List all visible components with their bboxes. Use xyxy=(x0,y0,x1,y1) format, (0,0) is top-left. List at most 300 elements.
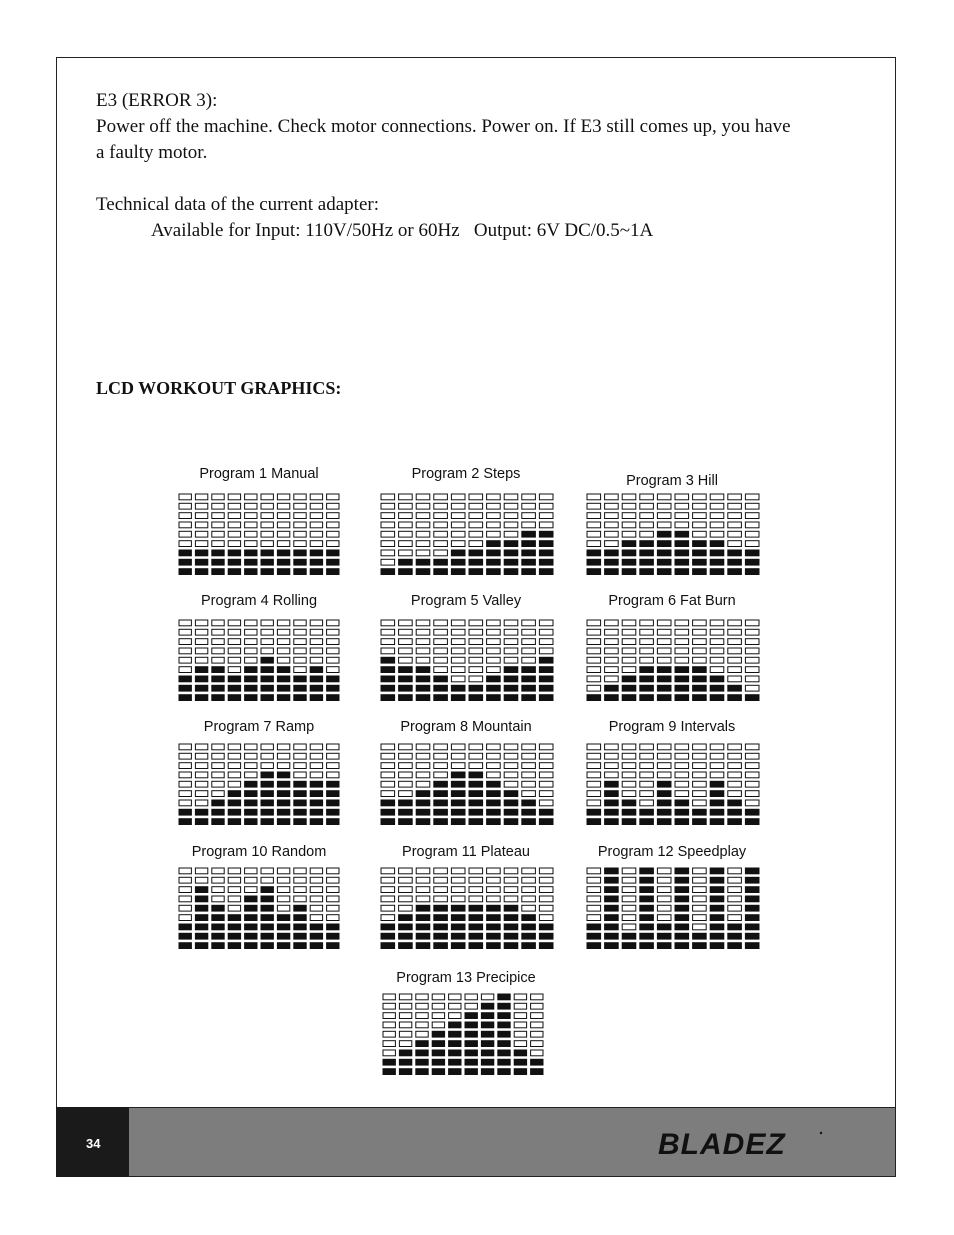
lcd-segment-on xyxy=(294,685,306,691)
lcd-segment-off xyxy=(728,905,742,911)
lcd-segment-off xyxy=(451,676,465,682)
lcd-segment-on xyxy=(277,772,289,778)
lcd-segment-off xyxy=(728,531,742,537)
lcd-segment-on xyxy=(745,559,759,565)
lcd-segment-off xyxy=(294,541,306,547)
lcd-segment-on xyxy=(675,887,689,893)
lcd-segment-on xyxy=(675,559,689,565)
lcd-segment-on xyxy=(710,800,724,806)
lcd-segment-on xyxy=(539,819,553,825)
lcd-segment-on xyxy=(728,943,742,949)
lcd-segment-on xyxy=(434,685,448,691)
lcd-segment-off xyxy=(381,772,395,778)
lcd-segment-on xyxy=(212,933,224,939)
lcd-segment-off xyxy=(399,1022,411,1028)
lcd-segment-off xyxy=(451,657,465,663)
lcd-segment-on xyxy=(465,1069,477,1075)
lcd-segment-off xyxy=(657,503,671,509)
lcd-segment-off xyxy=(195,541,207,547)
lcd-segment-on xyxy=(587,559,601,565)
lcd-segment-on xyxy=(539,657,553,663)
lcd-segment-on xyxy=(522,924,536,930)
lcd-segment-on xyxy=(327,559,339,565)
lcd-segment-on xyxy=(465,1031,477,1037)
lcd-segment-off xyxy=(539,522,553,528)
lcd-segment-on xyxy=(622,550,636,556)
lcd-segment-on xyxy=(657,933,671,939)
lcd-segment-off xyxy=(465,994,477,1000)
lcd-segment-on xyxy=(498,1050,510,1056)
lcd-segment-off xyxy=(745,791,759,797)
lcd-segment-on xyxy=(728,550,742,556)
lcd-segment-on xyxy=(294,915,306,921)
lcd-segment-on xyxy=(605,896,619,902)
lcd-segment-off xyxy=(383,1003,395,1009)
lcd-segment-on xyxy=(416,819,430,825)
lcd-segment-off xyxy=(622,877,636,883)
lcd-segment-on xyxy=(381,676,395,682)
lcd-segment-off xyxy=(504,868,518,874)
lcd-segment-on xyxy=(657,791,671,797)
program-4-lcd-grid xyxy=(178,619,342,703)
lcd-segment-on xyxy=(212,809,224,815)
lcd-segment-on xyxy=(310,685,322,691)
lcd-segment-off xyxy=(327,877,339,883)
lcd-segment-off xyxy=(675,503,689,509)
lcd-segment-on xyxy=(539,933,553,939)
lcd-segment-on xyxy=(228,943,240,949)
lcd-segment-on xyxy=(504,559,518,565)
lcd-segment-on xyxy=(294,819,306,825)
lcd-segment-on xyxy=(416,933,430,939)
lcd-segment-off xyxy=(228,744,240,750)
lcd-segment-on xyxy=(487,791,501,797)
lcd-segment-off xyxy=(675,629,689,635)
lcd-segment-on xyxy=(416,676,430,682)
lcd-segment-on xyxy=(504,943,518,949)
lcd-segment-off xyxy=(310,763,322,769)
lcd-segment-off xyxy=(416,877,430,883)
lcd-segment-off xyxy=(728,667,742,673)
lcd-segment-on xyxy=(228,685,240,691)
lcd-segment-on xyxy=(451,905,465,911)
lcd-segment-on xyxy=(434,809,448,815)
lcd-segment-on xyxy=(640,550,654,556)
lcd-segment-on xyxy=(228,819,240,825)
lcd-segment-off xyxy=(212,791,224,797)
lcd-segment-on xyxy=(640,819,654,825)
lcd-segment-off xyxy=(693,744,707,750)
lcd-segment-on xyxy=(434,569,448,575)
lcd-segment-off xyxy=(745,685,759,691)
lcd-segment-on xyxy=(228,559,240,565)
lcd-segment-on xyxy=(675,905,689,911)
lcd-segment-on xyxy=(675,896,689,902)
lcd-segment-off xyxy=(640,781,654,787)
lcd-segment-on xyxy=(434,676,448,682)
lcd-segment-on xyxy=(539,943,553,949)
lcd-segment-off xyxy=(179,763,191,769)
lcd-segment-on xyxy=(451,924,465,930)
lcd-segment-off xyxy=(469,494,483,500)
lcd-segment-on xyxy=(195,933,207,939)
lcd-segment-off xyxy=(277,503,289,509)
lcd-segment-on xyxy=(294,569,306,575)
lcd-segment-off xyxy=(451,753,465,759)
lcd-segment-on xyxy=(399,1050,411,1056)
lcd-segment-off xyxy=(539,887,553,893)
lcd-segment-on xyxy=(469,791,483,797)
lcd-segment-off xyxy=(195,657,207,663)
lcd-segment-off xyxy=(310,896,322,902)
lcd-segment-on xyxy=(693,809,707,815)
lcd-segment-off xyxy=(416,1003,428,1009)
lcd-segment-off xyxy=(261,648,273,654)
lcd-segment-off xyxy=(605,772,619,778)
lcd-segment-on xyxy=(675,915,689,921)
lcd-segment-off xyxy=(504,877,518,883)
lcd-segment-on xyxy=(539,695,553,701)
lcd-segment-off xyxy=(416,744,430,750)
lcd-segment-off xyxy=(294,513,306,519)
lcd-segment-off xyxy=(469,503,483,509)
lcd-segment-off xyxy=(327,639,339,645)
lcd-segment-off xyxy=(277,513,289,519)
lcd-segment-off xyxy=(434,896,448,902)
lcd-segment-on xyxy=(383,1059,395,1065)
lcd-segment-on xyxy=(277,809,289,815)
lcd-segment-on xyxy=(451,772,465,778)
lcd-segment-on xyxy=(587,569,601,575)
lcd-segment-on xyxy=(399,559,413,565)
lcd-segment-on xyxy=(605,877,619,883)
lcd-segment-on xyxy=(504,791,518,797)
lcd-segment-on xyxy=(451,800,465,806)
lcd-segment-off xyxy=(399,503,413,509)
lcd-segment-off xyxy=(710,620,724,626)
lcd-segment-off xyxy=(277,877,289,883)
lcd-segment-on xyxy=(399,1059,411,1065)
lcd-segment-off xyxy=(399,887,413,893)
lcd-segment-off xyxy=(245,494,257,500)
lcd-segment-off xyxy=(487,629,501,635)
lcd-segment-off xyxy=(693,513,707,519)
lcd-segment-off xyxy=(416,629,430,635)
lcd-segment-off xyxy=(399,550,413,556)
lcd-segment-off xyxy=(605,503,619,509)
lcd-segment-on xyxy=(504,569,518,575)
lcd-segment-on xyxy=(261,559,273,565)
lcd-segment-off xyxy=(383,1041,395,1047)
lcd-segment-off xyxy=(745,781,759,787)
lcd-segment-on xyxy=(416,809,430,815)
lcd-segment-off xyxy=(179,513,191,519)
lcd-segment-on xyxy=(245,550,257,556)
lcd-segment-on xyxy=(228,569,240,575)
lcd-segment-off xyxy=(451,763,465,769)
lcd-segment-on xyxy=(277,676,289,682)
lcd-segment-on xyxy=(399,685,413,691)
lcd-segment-off xyxy=(675,744,689,750)
lcd-segment-off xyxy=(416,772,430,778)
lcd-segment-off xyxy=(640,657,654,663)
lcd-segment-off xyxy=(432,994,444,1000)
lcd-segment-off xyxy=(179,887,191,893)
lcd-segment-off xyxy=(622,639,636,645)
lcd-segment-off xyxy=(469,744,483,750)
lcd-segment-on xyxy=(605,569,619,575)
lcd-segment-off xyxy=(245,877,257,883)
lcd-segment-on xyxy=(228,791,240,797)
lcd-segment-off xyxy=(539,620,553,626)
lcd-segment-on xyxy=(195,667,207,673)
lcd-segment-on xyxy=(531,1069,543,1075)
lcd-segment-on xyxy=(693,550,707,556)
lcd-segment-off xyxy=(416,657,430,663)
lcd-segment-on xyxy=(465,1059,477,1065)
lcd-segment-off xyxy=(728,915,742,921)
lcd-segment-off xyxy=(481,994,493,1000)
lcd-segment-on xyxy=(195,905,207,911)
lcd-segment-on xyxy=(487,924,501,930)
lcd-segment-on xyxy=(277,559,289,565)
lcd-segment-on xyxy=(327,695,339,701)
lcd-segment-off xyxy=(294,620,306,626)
lcd-segment-on xyxy=(498,994,510,1000)
lcd-segment-off xyxy=(622,648,636,654)
lcd-segment-on xyxy=(675,800,689,806)
program-title: Program 2 Steps xyxy=(411,466,521,482)
lcd-segment-off xyxy=(487,753,501,759)
lcd-segment-off xyxy=(539,781,553,787)
lcd-segment-on xyxy=(728,695,742,701)
error-body-line-1: Power off the machine. Check motor connections. Power on. If E3 still comes up, you have xyxy=(96,116,791,137)
lcd-segment-off xyxy=(504,513,518,519)
lcd-segment-on xyxy=(179,569,191,575)
lcd-segment-off xyxy=(487,772,501,778)
lcd-segment-on xyxy=(261,695,273,701)
lcd-segment-on xyxy=(675,868,689,874)
lcd-segment-off xyxy=(728,522,742,528)
lcd-segment-off xyxy=(212,513,224,519)
lcd-segment-on xyxy=(522,550,536,556)
lcd-segment-off xyxy=(657,648,671,654)
lcd-segment-off xyxy=(399,531,413,537)
lcd-segment-on xyxy=(514,1069,526,1075)
lcd-segment-off xyxy=(469,753,483,759)
lcd-segment-off xyxy=(640,772,654,778)
lcd-segment-on xyxy=(294,809,306,815)
lcd-segment-off xyxy=(310,905,322,911)
lcd-segment-on xyxy=(487,685,501,691)
lcd-segment-off xyxy=(622,753,636,759)
lcd-segment-off xyxy=(728,763,742,769)
lcd-segment-on xyxy=(416,695,430,701)
lcd-segment-off xyxy=(179,503,191,509)
lcd-segment-on xyxy=(675,569,689,575)
lcd-segment-on xyxy=(640,676,654,682)
lcd-segment-off xyxy=(522,513,536,519)
lcd-segment-on xyxy=(640,685,654,691)
lcd-segment-on xyxy=(261,676,273,682)
lcd-segment-off xyxy=(710,657,724,663)
lcd-segment-on xyxy=(277,800,289,806)
lcd-segment-off xyxy=(399,905,413,911)
lcd-segment-on xyxy=(245,933,257,939)
lcd-segment-on xyxy=(434,905,448,911)
lcd-segment-on xyxy=(514,1050,526,1056)
lcd-segment-off xyxy=(504,753,518,759)
lcd-segment-off xyxy=(622,503,636,509)
lcd-segment-on xyxy=(434,915,448,921)
lcd-segment-on xyxy=(327,791,339,797)
lcd-segment-on xyxy=(310,800,322,806)
lcd-segment-off xyxy=(179,877,191,883)
lcd-segment-on xyxy=(622,943,636,949)
lcd-segment-off xyxy=(294,753,306,759)
program-title: Program 10 Random xyxy=(191,844,327,860)
lcd-segment-off xyxy=(487,494,501,500)
lcd-segment-off xyxy=(399,513,413,519)
lcd-segment-off xyxy=(605,513,619,519)
lcd-segment-on xyxy=(675,809,689,815)
lcd-segment-off xyxy=(245,657,257,663)
lcd-segment-off xyxy=(416,781,430,787)
lcd-segment-off xyxy=(693,877,707,883)
lcd-segment-off xyxy=(504,657,518,663)
lcd-segment-off xyxy=(504,531,518,537)
lcd-segment-off xyxy=(675,772,689,778)
lcd-segment-off xyxy=(212,772,224,778)
lcd-segment-on xyxy=(261,924,273,930)
lcd-segment-off xyxy=(381,896,395,902)
lcd-segment-on xyxy=(657,541,671,547)
lcd-segment-on xyxy=(481,1059,493,1065)
lcd-segment-off xyxy=(657,494,671,500)
lcd-segment-off xyxy=(399,744,413,750)
lcd-segment-on xyxy=(434,791,448,797)
lcd-segment-off xyxy=(245,887,257,893)
lcd-segment-on xyxy=(522,809,536,815)
lcd-segment-off xyxy=(245,772,257,778)
lcd-segment-off xyxy=(381,744,395,750)
lcd-segment-on xyxy=(657,809,671,815)
lcd-segment-off xyxy=(728,791,742,797)
lcd-segment-on xyxy=(504,695,518,701)
lcd-segment-off xyxy=(179,531,191,537)
lcd-segment-on xyxy=(539,809,553,815)
lcd-segment-off xyxy=(245,648,257,654)
program-title: Program 5 Valley xyxy=(410,593,522,609)
lcd-segment-on xyxy=(605,933,619,939)
lcd-segment-off xyxy=(416,531,430,537)
lcd-segment-off xyxy=(640,763,654,769)
lcd-segment-off xyxy=(504,896,518,902)
lcd-segment-on xyxy=(195,676,207,682)
lcd-segment-off xyxy=(212,494,224,500)
lcd-segment-off xyxy=(469,522,483,528)
lcd-segment-off xyxy=(693,868,707,874)
lcd-segment-on xyxy=(675,695,689,701)
lcd-segment-off xyxy=(416,1031,428,1037)
lcd-segment-off xyxy=(228,620,240,626)
lcd-segment-off xyxy=(622,868,636,874)
lcd-segment-off xyxy=(587,620,601,626)
lcd-segment-off xyxy=(179,753,191,759)
lcd-segment-off xyxy=(657,887,671,893)
lcd-segment-off xyxy=(294,639,306,645)
lcd-segment-off xyxy=(728,639,742,645)
lcd-segment-on xyxy=(212,550,224,556)
lcd-segment-on xyxy=(449,1031,461,1037)
lcd-segment-off xyxy=(745,620,759,626)
lcd-segment-off xyxy=(728,541,742,547)
lcd-segment-off xyxy=(693,648,707,654)
lcd-segment-on xyxy=(310,569,322,575)
lcd-segment-off xyxy=(294,494,306,500)
lcd-segment-off xyxy=(587,772,601,778)
lcd-segment-on xyxy=(277,695,289,701)
lcd-segment-on xyxy=(640,915,654,921)
program-title: Program 13 Precipice xyxy=(396,970,536,986)
lcd-segment-off xyxy=(693,887,707,893)
lcd-segment-off xyxy=(605,541,619,547)
lcd-segment-on xyxy=(310,695,322,701)
lcd-segment-off xyxy=(504,503,518,509)
lcd-segment-off xyxy=(657,877,671,883)
lcd-segment-on xyxy=(212,943,224,949)
lcd-segment-off xyxy=(228,513,240,519)
lcd-segment-off xyxy=(434,531,448,537)
lcd-segment-on xyxy=(605,791,619,797)
lcd-segment-off xyxy=(693,772,707,778)
lcd-segment-off xyxy=(710,753,724,759)
lcd-segment-off xyxy=(451,620,465,626)
lcd-segment-on xyxy=(195,819,207,825)
lcd-segment-off xyxy=(294,522,306,528)
lcd-segment-off xyxy=(261,877,273,883)
lcd-segment-off xyxy=(605,522,619,528)
lcd-segment-on xyxy=(416,667,430,673)
lcd-segment-on xyxy=(693,569,707,575)
lcd-segment-off xyxy=(434,744,448,750)
lcd-segment-off xyxy=(469,763,483,769)
lcd-segment-off xyxy=(310,639,322,645)
lcd-segment-off xyxy=(710,667,724,673)
lcd-segment-off xyxy=(514,1013,526,1019)
lcd-segment-on xyxy=(228,915,240,921)
lcd-segment-on xyxy=(710,791,724,797)
lcd-segment-off xyxy=(745,667,759,673)
lcd-segment-on xyxy=(531,1059,543,1065)
lcd-segment-on xyxy=(327,800,339,806)
lcd-segment-off xyxy=(640,744,654,750)
lcd-segment-off xyxy=(212,781,224,787)
lcd-segment-on xyxy=(416,800,430,806)
lcd-segment-on xyxy=(212,685,224,691)
lcd-segment-on xyxy=(657,800,671,806)
lcd-segment-on xyxy=(294,791,306,797)
lcd-segment-off xyxy=(469,629,483,635)
lcd-segment-off xyxy=(657,905,671,911)
lcd-segment-on xyxy=(710,819,724,825)
lcd-segment-on xyxy=(657,819,671,825)
lcd-segment-off xyxy=(693,905,707,911)
lcd-segment-on xyxy=(261,887,273,893)
lcd-segment-on xyxy=(399,1069,411,1075)
lcd-segment-off xyxy=(504,744,518,750)
lcd-segment-on xyxy=(195,695,207,701)
